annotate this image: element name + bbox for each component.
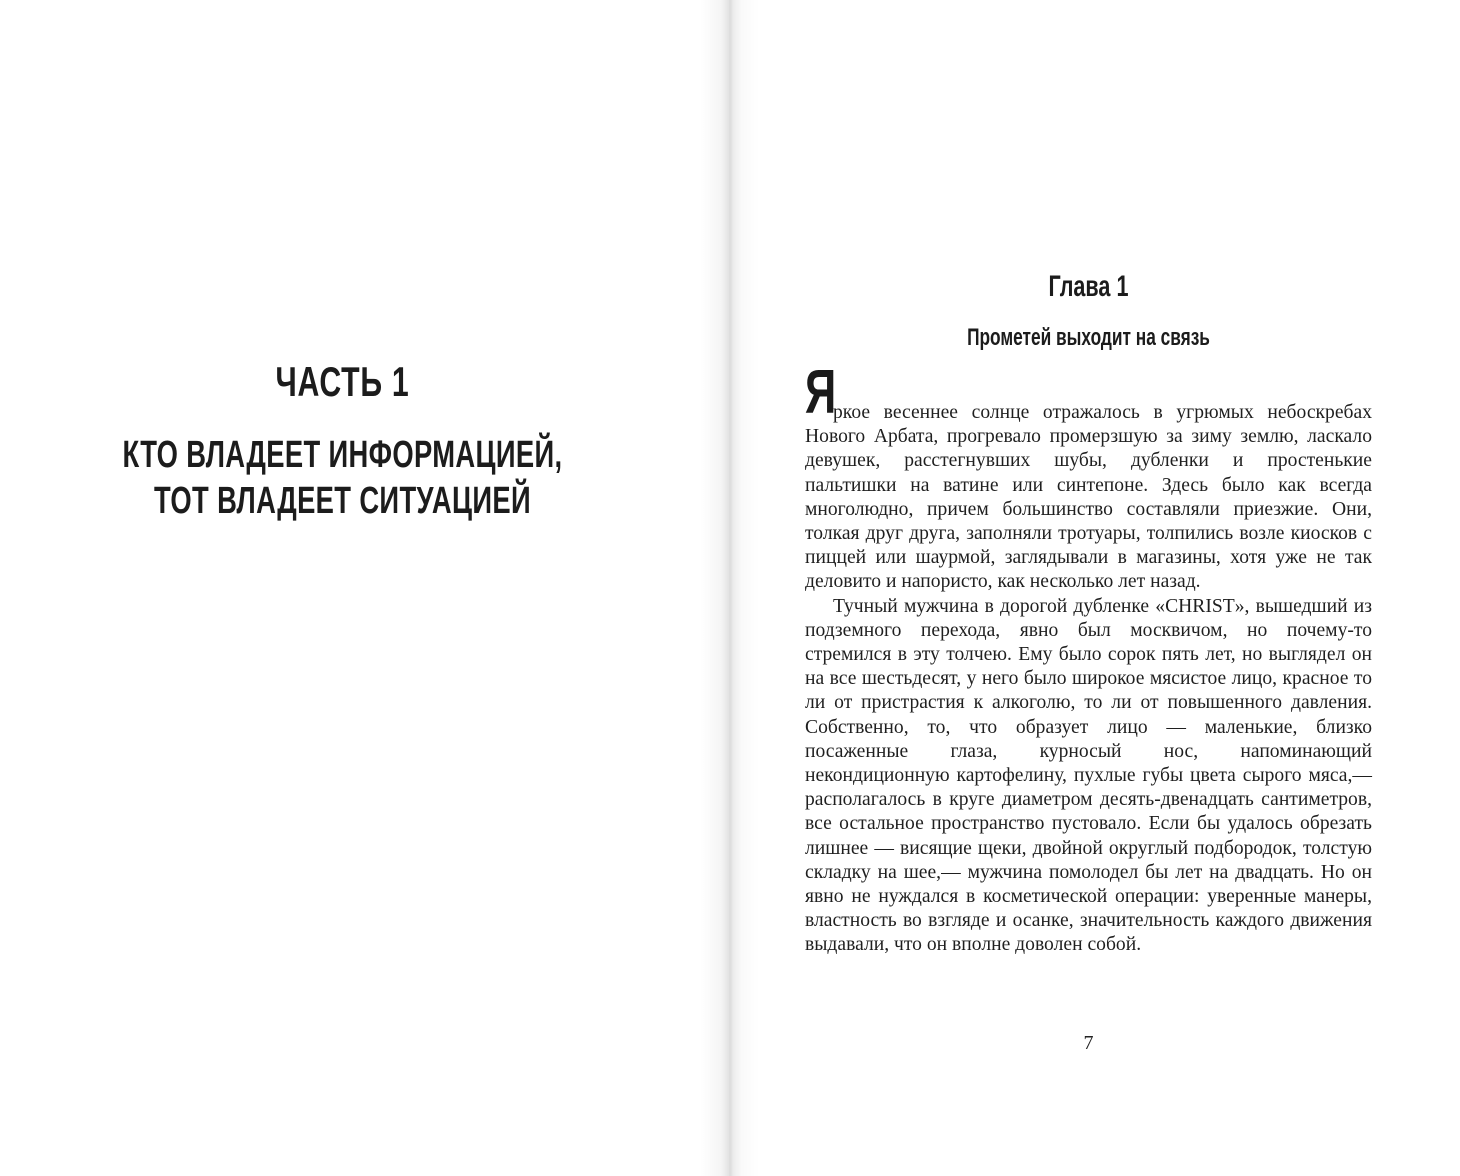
paragraph-1-text: ркое весеннее солнце отражалось в угрюмых небоскребах Нового Арбата, прогревало промерзшую за зиму землю, ласкало девушек, расстегнувших шубы, дубленки и простенькие пальтишки на ватине или синтепоне. Здесь было как всегда многолюдно, причем большинство составляли приезжие. Они, толкая друг друга, заполняли тротуары, толпились возле киосков с пиццей или шаурмой, заглядывали в магазины, хотя уже не так деловито и напористо, как несколько лет назад. xyxy=(805,402,1372,593)
part-subtitle-line-2: ТОТ ВЛАДЕЕТ СИТУАЦИЕЙ xyxy=(154,480,531,522)
part-title xyxy=(0,358,685,406)
chapter-subtitle xyxy=(727,324,1450,352)
part-subtitle xyxy=(0,432,685,524)
chapter-subtitle-text: Прометей выходит на связь xyxy=(967,324,1210,351)
page-number: 7 xyxy=(1083,1032,1094,1054)
part-subtitle-line-1: КТО ВЛАДЕЕТ ИНФОРМАЦИЕЙ, xyxy=(122,434,563,476)
left-page xyxy=(0,0,727,1176)
part-title-text: ЧАСТЬ 1 xyxy=(275,358,410,405)
chapter-body xyxy=(805,358,1372,958)
paragraph-2: Тучный мужчина в дорогой дубленке «CHRIST», вышедший из подземного перехода, явно был москвичом, но почему-то стремился в эту толчею. Ему было сорок пять лет, но выглядел он на все шестьдесят, у него было широкое мясистое лицо, красное то ли от пристрастия к алкоголю, то ли от повышенного давления. Собственно, то, что образует лицо — маленькие, близко посаженные глаза, курносый нос, напоминающий некондиционную картофелину, пухлые губы цвета сырого мяса,— располагалось в круге диаметром десять-двенадцать сантиметров, все остальное пространство пустовало. Если бы удалось обрезать лишнее — висящие щеки, двойной округлый подбородок, толстую складку на шее,— мужчина помолодел бы лет на двадцать. Но он явно не нуждался в косметической операции: уверенные манеры, властность во взгляде и осанке, значительность каждого движения выдавали, что он вполне доволен собой. xyxy=(805,595,1372,956)
right-page xyxy=(727,0,1460,1176)
chapter-title-text: Глава 1 xyxy=(1048,270,1129,303)
paragraph-1 xyxy=(805,358,1372,595)
drop-cap: Я xyxy=(805,358,837,427)
chapter-title xyxy=(727,270,1450,304)
